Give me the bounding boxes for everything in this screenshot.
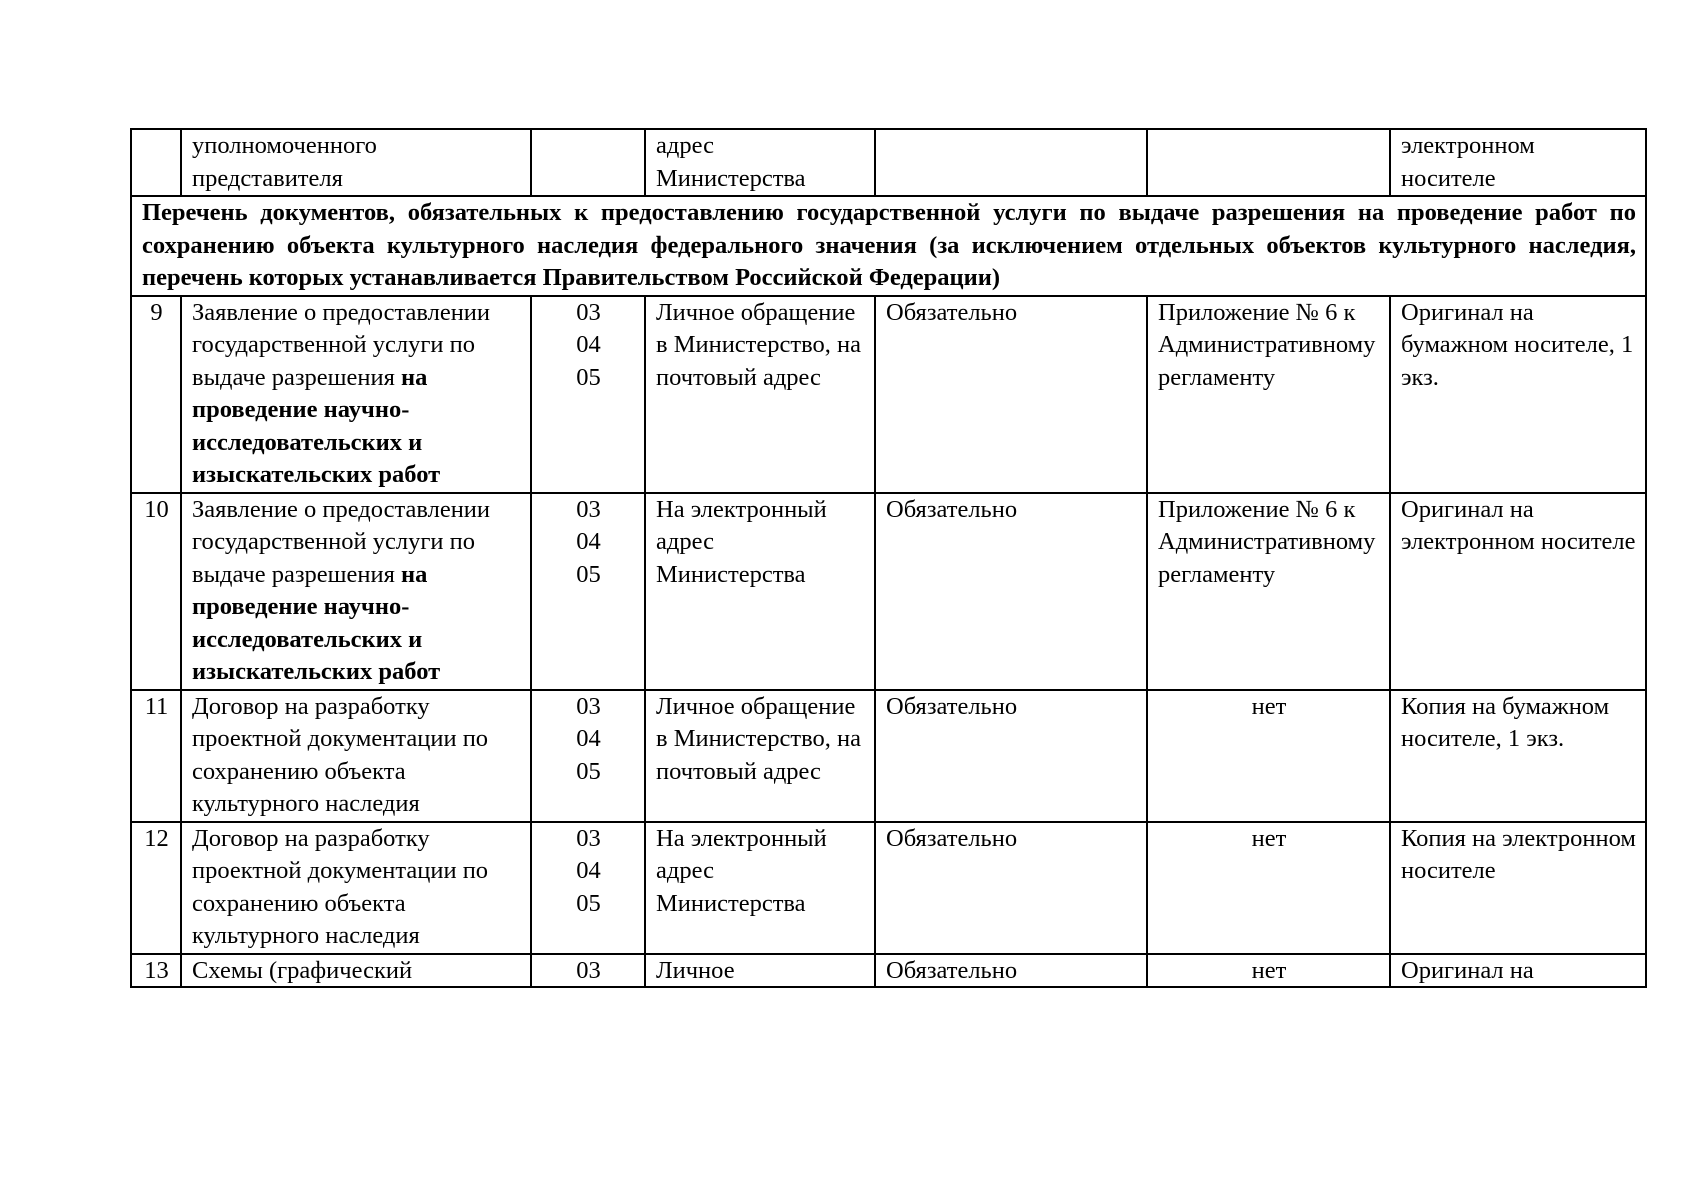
document-name-line: представителя bbox=[192, 164, 343, 192]
codes-cell bbox=[531, 954, 645, 987]
section-heading-row bbox=[131, 196, 1646, 296]
code: 05 bbox=[576, 363, 601, 391]
code: 03 bbox=[576, 824, 601, 852]
document-type: Копия на бумажном носителе, 1 экз. bbox=[1390, 690, 1646, 822]
document-name: Договор на разработку проектной документации по сохранению объекта культурного наследия bbox=[181, 690, 531, 822]
required-status: Обязательно bbox=[875, 822, 1147, 954]
document-name: Заявление о предоставлении государственной услуги по выдаче разрешения bbox=[192, 495, 491, 588]
code: 03 bbox=[576, 692, 601, 720]
section-heading: Перечень документов, обязательных к предоставлению государственной услуги по выдаче разрешения на проведение работ по сохранению объекта культурного наследия федерального значения (за исключением отдельных объектов культурного наследия, перечень которых устанавливается Правительством Российской Федерации) bbox=[131, 196, 1646, 296]
submission-method: Личное bbox=[656, 956, 735, 984]
table-row bbox=[131, 822, 1646, 954]
row-number: 12 bbox=[131, 822, 181, 954]
code: 05 bbox=[576, 757, 601, 785]
submission-method-line: адрес bbox=[656, 132, 714, 159]
row-number-text: 13 bbox=[144, 956, 169, 984]
required-status: Обязательно bbox=[875, 690, 1147, 822]
document-name-cell bbox=[181, 129, 531, 196]
table-row bbox=[131, 493, 1646, 690]
document-name-cell bbox=[181, 493, 531, 690]
code: 05 bbox=[576, 560, 601, 588]
required-cell bbox=[875, 129, 1147, 196]
document-name: Заявление о предоставлении государственной услуги по выдаче разрешения bbox=[192, 298, 491, 391]
form-cell bbox=[1147, 954, 1390, 987]
codes-cell bbox=[531, 129, 645, 196]
table-row bbox=[131, 296, 1646, 493]
code: 04 bbox=[576, 857, 601, 884]
document-name-cell bbox=[181, 296, 531, 493]
document-name-bold: на проведение научно-исследовательских и изыскательских работ bbox=[192, 560, 441, 685]
form-reference: нет bbox=[1147, 690, 1390, 822]
submission-method-cell bbox=[645, 129, 875, 196]
table-row bbox=[131, 690, 1646, 822]
submission-method: Личное обращение в Министерство, на почтовый адрес bbox=[645, 690, 875, 822]
document-name-line: уполномоченного bbox=[192, 132, 377, 159]
row-number: 10 bbox=[131, 493, 181, 690]
form-cell bbox=[1147, 129, 1390, 196]
document-type: Оригинал на бумажном носителе, 1 экз. bbox=[1390, 296, 1646, 493]
document-type: Копия на электронном носителе bbox=[1390, 822, 1646, 954]
required-status: Обязательно bbox=[875, 296, 1147, 493]
table-row bbox=[131, 954, 1646, 987]
required-cell bbox=[875, 954, 1147, 987]
row-number bbox=[131, 954, 181, 987]
form-reference: нет bbox=[1251, 956, 1287, 984]
document-name: Договор на разработку проектной документации по сохранению объекта культурного наследия bbox=[181, 822, 531, 954]
form-reference: Приложение № 6 к Административному регламенту bbox=[1147, 296, 1390, 493]
code: 03 bbox=[576, 956, 601, 984]
submission-method-cell bbox=[645, 954, 875, 987]
codes-cell bbox=[531, 493, 645, 690]
table-row-continuation bbox=[131, 129, 1646, 196]
submission-method: Личное обращение в Министерство, на почтовый адрес bbox=[645, 296, 875, 493]
document-name-cell bbox=[181, 954, 531, 987]
required-status: Обязательно bbox=[875, 493, 1147, 690]
documents-table bbox=[130, 128, 1647, 988]
document-type-line: электронном bbox=[1401, 132, 1535, 159]
code: 04 bbox=[576, 725, 601, 752]
required-status: Обязательно bbox=[886, 956, 1018, 984]
submission-method-line: Министерства bbox=[656, 164, 806, 192]
codes-cell bbox=[531, 690, 645, 822]
code: 04 bbox=[576, 331, 601, 358]
code: 05 bbox=[576, 889, 601, 917]
document-type-line: носителе bbox=[1401, 164, 1496, 192]
document-type-cell bbox=[1390, 129, 1646, 196]
row-number-cell bbox=[131, 129, 181, 196]
row-number: 11 bbox=[131, 690, 181, 822]
document-type: Оригинал на bbox=[1401, 956, 1534, 984]
form-reference: Приложение № 6 к Административному регламенту bbox=[1147, 493, 1390, 690]
code: 03 bbox=[576, 298, 601, 326]
document-type: Оригинал на электронном носителе bbox=[1390, 493, 1646, 690]
document-type-cell bbox=[1390, 954, 1646, 987]
codes-cell bbox=[531, 296, 645, 493]
code: 04 bbox=[576, 528, 601, 555]
submission-method: На электронный адрес Министерства bbox=[645, 822, 875, 954]
document-name-bold: на проведение научно-исследовательских и изыскательских работ bbox=[192, 363, 441, 488]
form-reference: нет bbox=[1147, 822, 1390, 954]
document-name: Схемы (графический bbox=[192, 956, 413, 984]
row-number: 9 bbox=[131, 296, 181, 493]
code: 03 bbox=[576, 495, 601, 523]
submission-method: На электронный адрес Министерства bbox=[645, 493, 875, 690]
codes-cell bbox=[531, 822, 645, 954]
